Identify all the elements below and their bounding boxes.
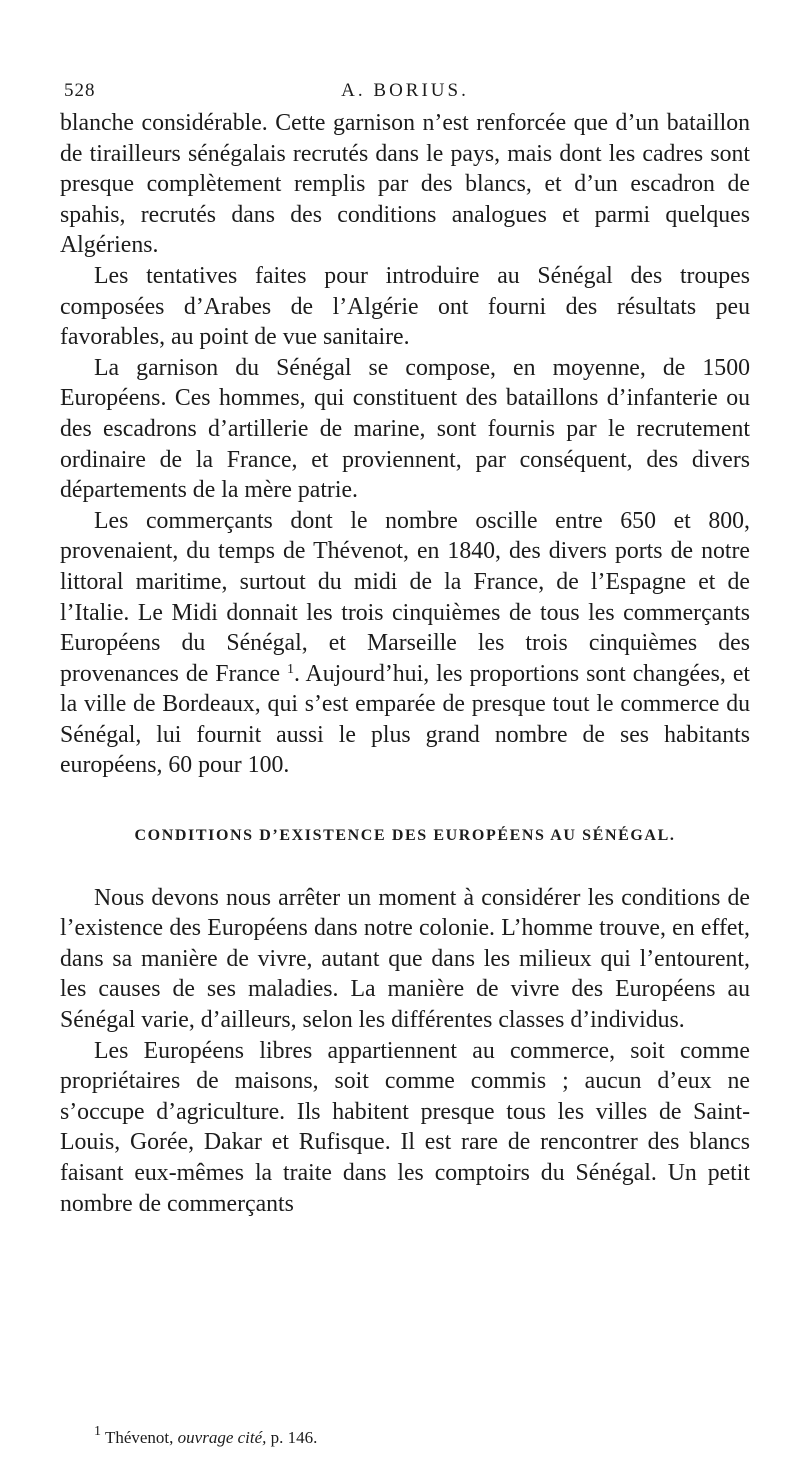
paragraph: La garnison du Sénégal se compose, en moyenne, de 1500 Européens. Ces hommes, qui constituent des bataillons d’infanterie ou des escadrons d’artillerie de marine, sont fournis par le recrutement ordinaire de la France, et proviennent, par conséquent, des divers départements de la mère patrie. bbox=[60, 354, 750, 504]
page-number: 528 bbox=[64, 80, 96, 101]
running-head bbox=[60, 70, 750, 108]
footnote-author: Thévenot, bbox=[104, 1428, 174, 1447]
footnote bbox=[94, 1424, 318, 1448]
body-text bbox=[60, 108, 750, 1219]
section-heading: CONDITIONS D’EXISTENCE DES EUROPÉENS AU SÉNÉGAL. bbox=[134, 827, 676, 845]
footnote-page: p. 146. bbox=[270, 1428, 318, 1447]
paragraph: Nous devons nous arrêter un moment à considérer les conditions de l’existence des Européens dans notre colonie. L’homme trouve, en effet, dans sa manière de vivre, autant que dans les milieux qui l’entourent, les causes de ses maladies. La manière de vivre des Européens au Sénégal varie, d’ailleurs, selon les différentes classes d’individus. bbox=[60, 884, 750, 1034]
footnote-reference: 1 bbox=[286, 661, 294, 677]
paragraph: blanche considérable. Cette garnison n’est renforcée que d’un bataillon de tirailleurs sénégalais recrutés dans le pays, mais dont les cadres sont presque complètement remplis par des blancs, et d’un escadron de spahis, recrutés dans des conditions analogues et parmi quelques Algériens. bbox=[60, 110, 750, 259]
footnote-work: ouvrage cité, bbox=[177, 1428, 267, 1447]
book-page bbox=[60, 70, 750, 1460]
paragraph: Les tentatives faites pour introduire au Sénégal des troupes composées d’Arabes de l’Algérie ont fourni des résultats peu favorables, au point de vue sanitaire. bbox=[60, 262, 750, 351]
paragraph bbox=[60, 506, 750, 781]
paragraph-text: Les commerçants dont le nombre oscille entre 650 et 800, provenaient, du temps de Thévenot, en 1840, des divers ports de notre littoral maritime, surtout du midi de la France, de l’Espagne et de l’Italie. Le Midi donnait les trois cinquièmes de tous les commerçants Européens du Sénégal, et Marseille les trois cinquièmes des provenances de France bbox=[60, 507, 750, 687]
paragraph: Les Européens libres appartiennent au commerce, soit comme propriétaires de maisons, soit comme commis ; aucun d’eux ne s’occupe d’agriculture. Ils habitent presque tous les villes de Saint-Louis, Gorée, Dakar et Rufisque. Il est rare de rencontrer des blancs faisant eux-mêmes la traite dans les comptoirs du Sénégal. Un petit nombre de commerçants bbox=[60, 1037, 750, 1217]
paragraph-text: . Aujourd’hui, les proportions sont changées, et la ville de Bordeaux, qui s’est emparée de presque tout le commerce du Sénégal, lui fournit aussi le plus grand nombre de ses habitants européens, 60 pour 100. bbox=[60, 660, 751, 779]
footnote-mark: 1 bbox=[94, 1424, 101, 1439]
running-head-author: A. BORIUS. bbox=[341, 80, 469, 101]
